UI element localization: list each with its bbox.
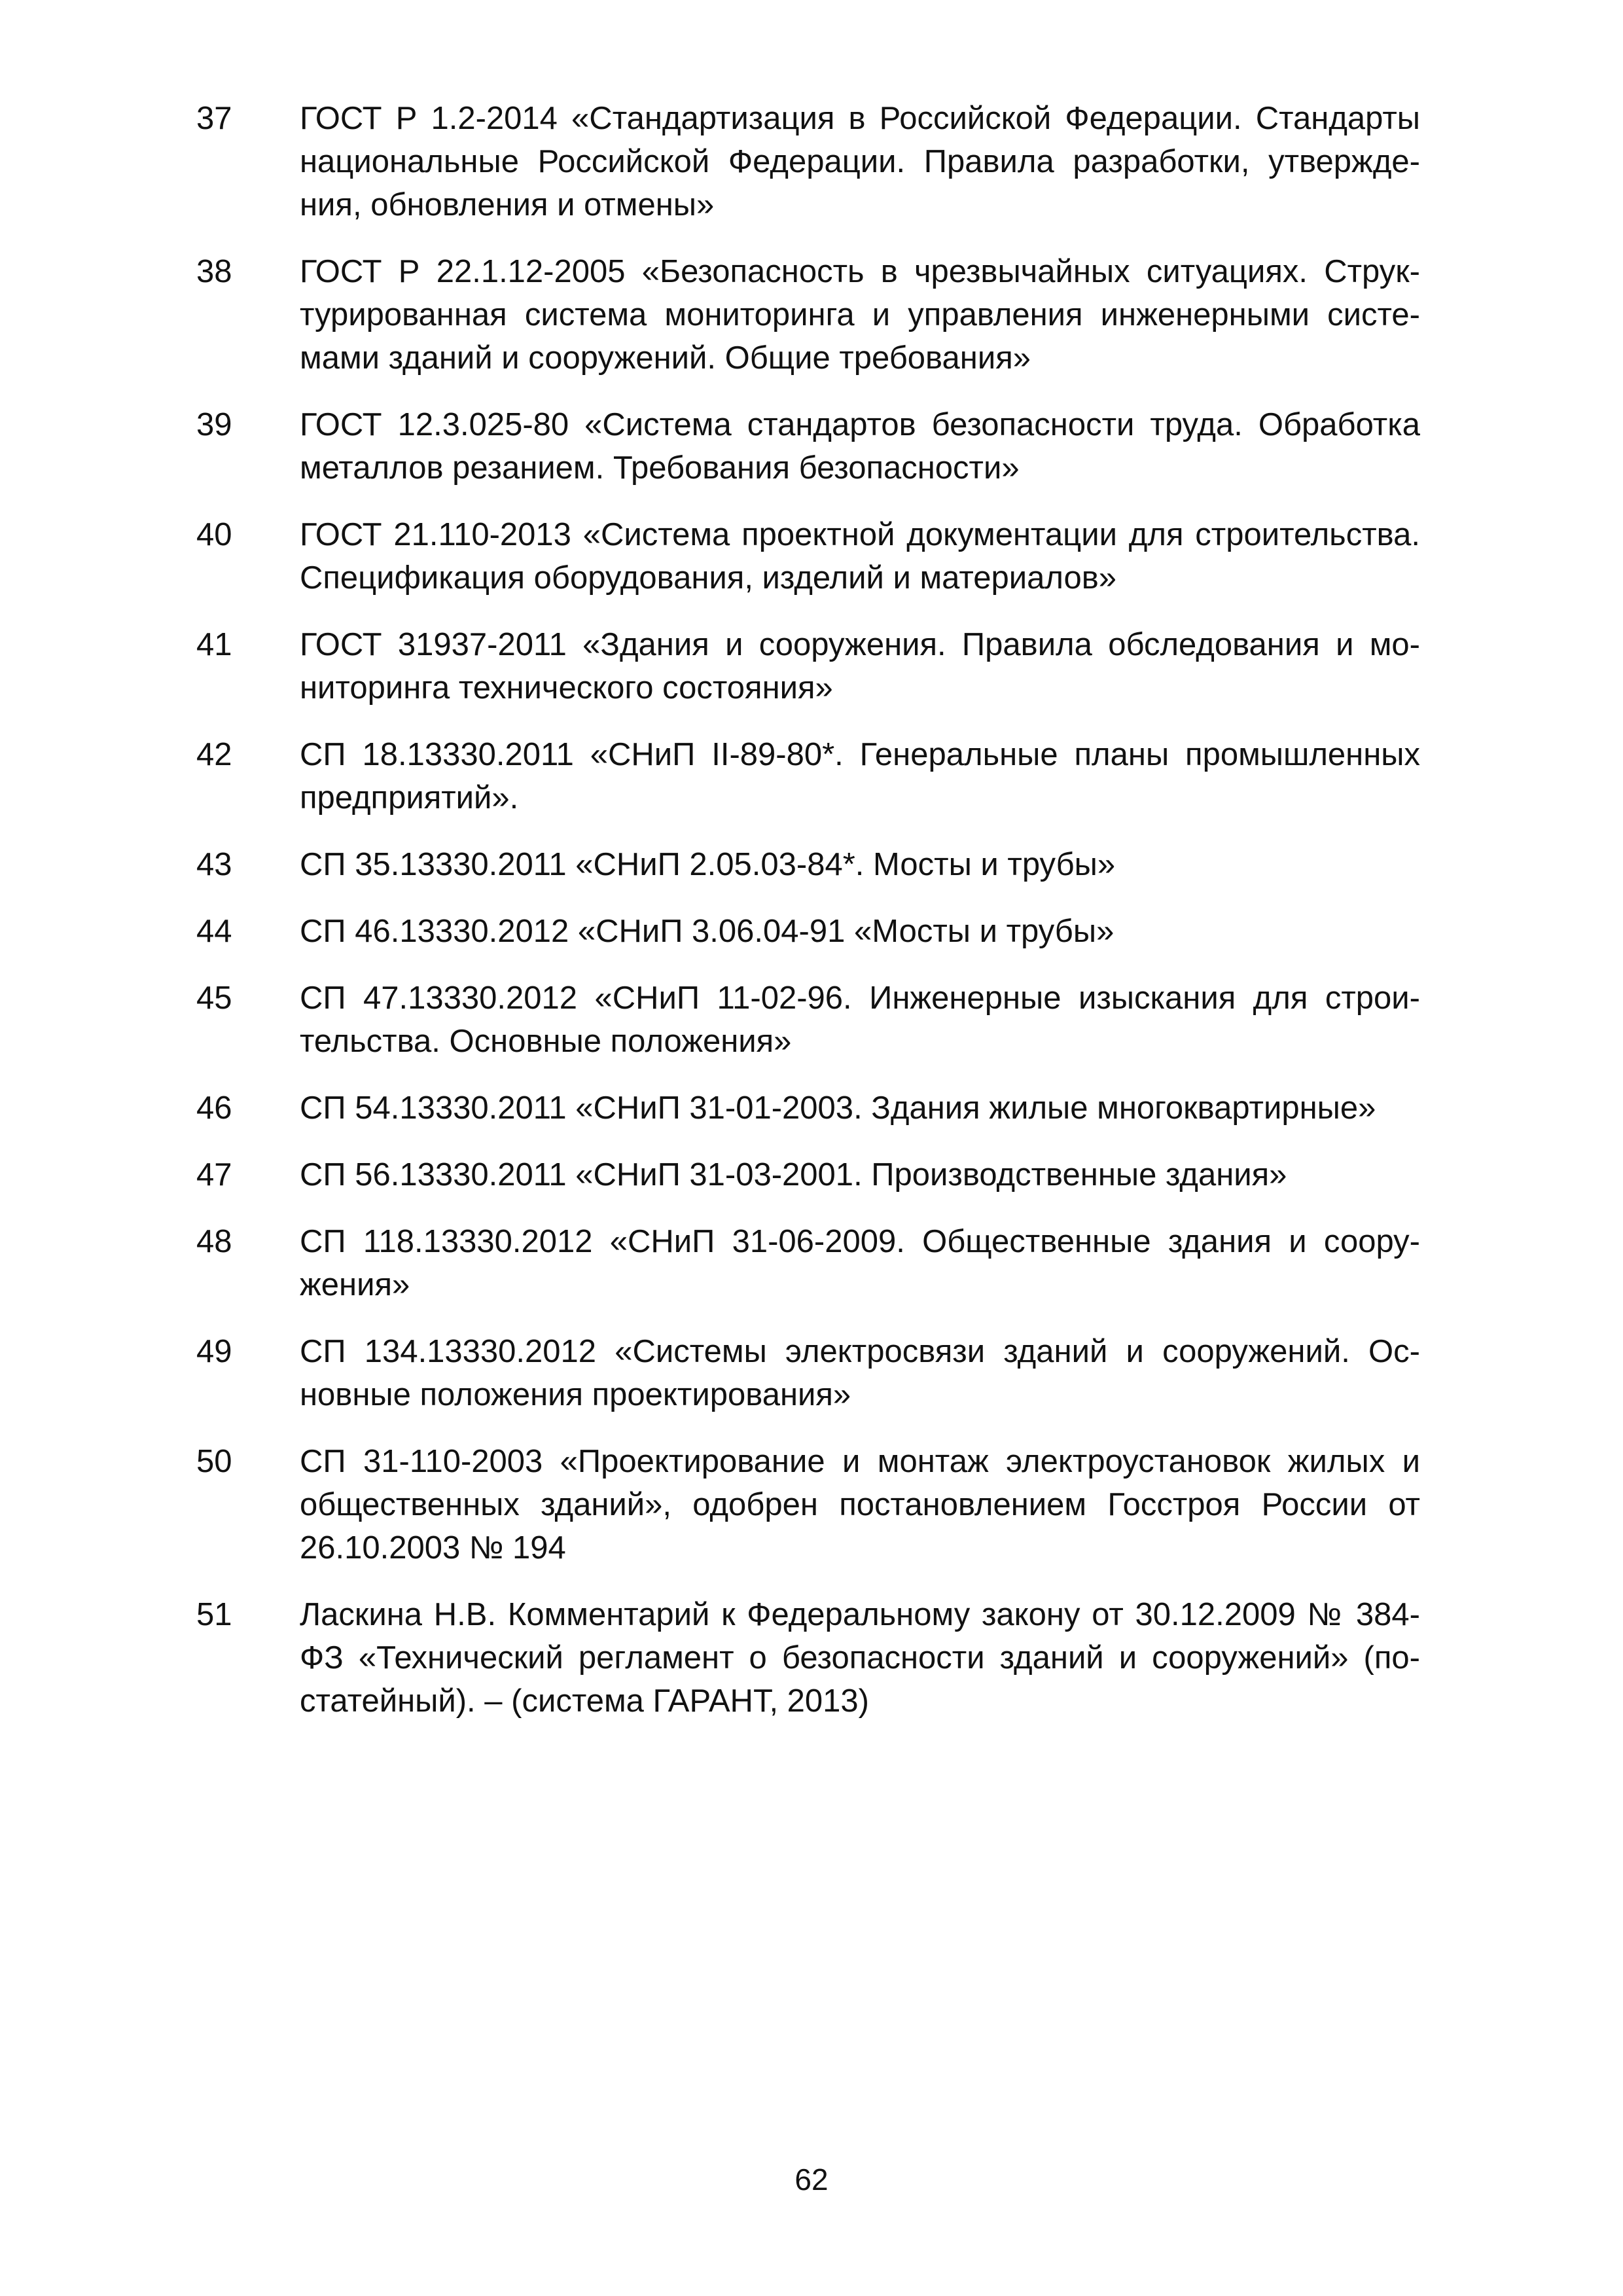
list-item	[196, 910, 1420, 953]
page-number: 62	[794, 2162, 829, 2197]
reference-number: 43	[196, 847, 232, 882]
reference-number: 51	[196, 1597, 232, 1632]
list-item	[196, 1440, 1420, 1570]
list-item	[196, 513, 1420, 600]
reference-list	[196, 97, 1420, 1746]
reference-number: 47	[196, 1157, 232, 1193]
list-item	[196, 977, 1420, 1063]
reference-text: СП 47.13330.2012 «СНиП 11-02-96. Инженерные изыскания для строительства. Основные положения»	[300, 980, 1420, 1059]
reference-number: 49	[196, 1334, 232, 1369]
reference-text: СП 56.13330.2011 «СНиП 31-03-2001. Производственные здания»	[300, 1157, 1287, 1193]
reference-number: 44	[196, 914, 232, 949]
list-item	[196, 843, 1420, 886]
reference-number: 37	[196, 101, 232, 136]
list-item	[196, 733, 1420, 819]
reference-text: СП 46.13330.2012 «СНиП 3.06.04-91 «Мосты и трубы»	[300, 914, 1115, 949]
reference-text: ГОСТ Р 1.2-2014 «Стандартизация в Российской Федерации. Стандарты национальные Российской Федерации. Правила разработки, утверждения, обновления и отмены»	[300, 101, 1420, 223]
reference-text: СП 35.13330.2011 «СНиП 2.05.03-84*. Мосты и трубы»	[300, 847, 1116, 882]
reference-number: 41	[196, 627, 232, 662]
reference-text: ГОСТ Р 22.1.12-2005 «Безопасность в чрезвычайных ситуациях. Структурированная система мониторинга и управления инженерными системами зданий и сооружений. Общие требования»	[300, 254, 1420, 376]
reference-text: СП 31-110-2003 «Проектирование и монтаж электроустановок жилых и общественных зданий», одобрен постановлением Госстроя России от 26.10.2003 № 194	[300, 1444, 1420, 1566]
reference-number: 42	[196, 737, 232, 772]
reference-number: 46	[196, 1090, 232, 1126]
list-item	[196, 250, 1420, 380]
reference-number: 48	[196, 1224, 232, 1259]
reference-number: 38	[196, 254, 232, 289]
list-item	[196, 1330, 1420, 1416]
list-item	[196, 623, 1420, 709]
reference-number: 40	[196, 517, 232, 552]
reference-number: 45	[196, 980, 232, 1016]
list-item	[196, 97, 1420, 226]
reference-text: ГОСТ 12.3.025-80 «Система стандартов безопасности труда. Обработка металлов резанием. Требования безопасности»	[300, 407, 1420, 486]
reference-text: СП 18.13330.2011 «СНиП II-89-80*. Генеральные планы промышленных предприятий».	[300, 737, 1420, 816]
reference-text: ГОСТ 31937-2011 «Здания и сооружения. Правила обследования и мониторинга технического состояния»	[300, 627, 1420, 706]
reference-number: 50	[196, 1444, 232, 1479]
list-item	[196, 1593, 1420, 1723]
reference-text: СП 54.13330.2011 «СНиП 31-01-2003. Здания жилые многоквартирные»	[300, 1090, 1376, 1126]
reference-text: ГОСТ 21.110-2013 «Система проектной документации для строительства. Спецификация оборудования, изделий и материалов»	[300, 517, 1420, 596]
reference-number: 39	[196, 407, 232, 442]
list-item	[196, 1220, 1420, 1306]
reference-text: Ласкина Н.В. Комментарий к Федеральному закону от 30.12.2009 № 384-ФЗ «Технический регламент о безопасности зданий и сооружений» (постатейный). – (система ГАРАНТ, 2013)	[300, 1597, 1420, 1719]
reference-text: СП 118.13330.2012 «СНиП 31-06-2009. Общественные здания и сооружения»	[300, 1224, 1420, 1302]
list-item	[196, 1086, 1420, 1130]
list-item	[196, 1153, 1420, 1196]
list-item	[196, 403, 1420, 490]
reference-text: СП 134.13330.2012 «Системы электросвязи зданий и сооружений. Основные положения проектирования»	[300, 1334, 1420, 1412]
